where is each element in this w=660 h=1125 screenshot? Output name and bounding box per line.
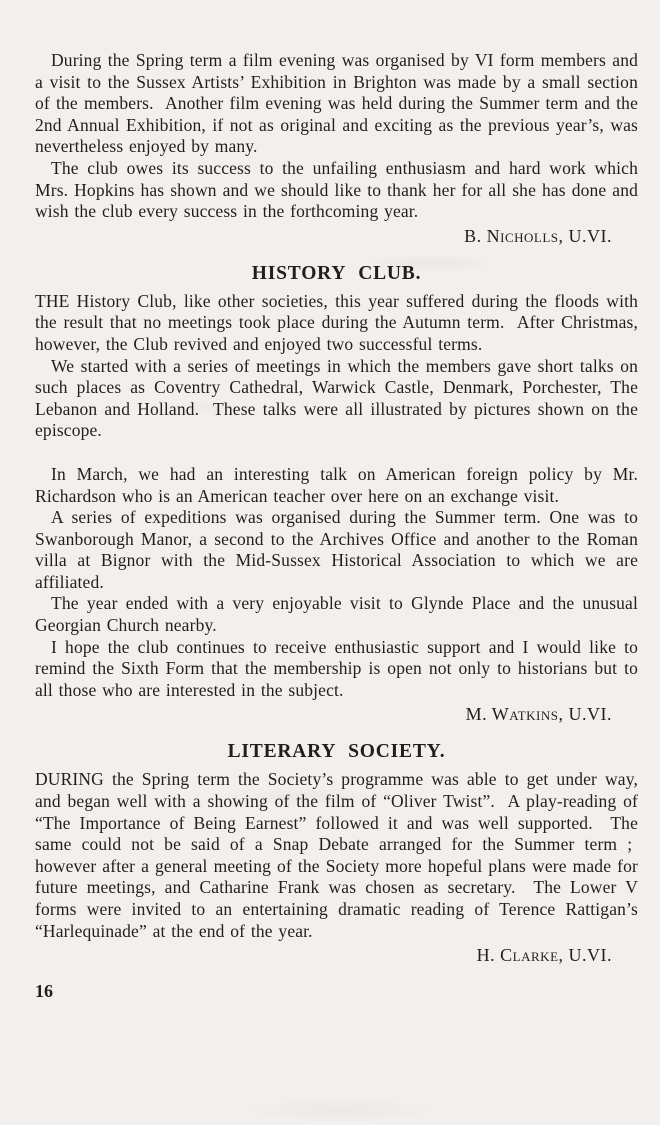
paragraph-history-club-talks: We started with a series of meetings in which the members gave short talks on such places as Coventry Cathedral, Warwick Castle, Denmark, Porchester, The Lebanon and Holland. These talks were all illustrated by pictures shown on the episcope.	[35, 355, 638, 441]
section-film-club-conclusion	[35, 50, 638, 247]
heading-literary-society: LITERARY SOCIETY.	[227, 741, 446, 763]
paragraph-club-thanks: The club owes its success to the unfailing enthusiasm and hard work which Mrs. Hopkins has shown and we should like to thank her for all she has done and wish the club every success in the forthcoming year.	[35, 157, 638, 222]
section-history-club	[35, 262, 638, 726]
paragraph-history-club-expeditions: A series of expeditions was organised during the Summer term. One was to Swanborough Manor, a second to the Archives Office and another to the Roman villa at Bignor with the Mid-Sussex Historical Association to which we are affiliated.	[35, 507, 638, 592]
paragraph-history-club-hope: I hope the club continues to receive enthusiastic support and I would like to remind the Sixth Form that the membership is open not only to historians but to all those who are interested in the subject.	[35, 636, 638, 700]
heading-history-club: HISTORY CLUB.	[251, 262, 422, 284]
paragraph-literary-society-report: DURING the Spring term the Society’s programme was able to get under way, and began well with a showing of the film of “Oliver Twist”. A play-reading of “The Importance of Being Earnest” followed it and was well supported. The same could not be said of a Snap Debate arranged for the Summer term ; however after a general meeting of the Society more hopeful plans were made for future meetings, and Catharine Frank was chosen as secretary. The Lower V forms were invited to an entertaining dramatic reading of Terence Rattigan’s “Harlequinade” at the end of the year.	[35, 769, 638, 941]
paragraph-history-club-year-end: The year ended with a very enjoyable visit to Glynde Place and the unusual Georgian Church nearby.	[35, 593, 638, 636]
paragraph-history-club-floods: THE History Club, like other societies, this year suffered during the floods with the result that no meetings took place during the Autumn term. After Christmas, however, the Club revived and enjoyed two successful terms.	[35, 290, 638, 354]
signature-m-watkins: M. Watkins, U.VI.	[465, 704, 612, 725]
page-number: 16	[35, 981, 53, 1002]
section-literary-society	[35, 740, 638, 966]
signature-h-clarke: H. Clarke, U.VI.	[476, 945, 612, 966]
signature-b-nicholls: B. Nicholls, U.VI.	[464, 225, 612, 246]
paragraph-film-evening: During the Spring term a film evening was organised by VI form members and a visit to the Sussex Artists’ Exhibition in Brighton was made by a small section of the members. Another film evening was held during the Summer term and the 2nd Annual Exhibition, if not as original and exciting as the previous year’s, was nevertheless enjoyed by many.	[35, 50, 638, 157]
paragraph-history-club-march-talk: In March, we had an interesting talk on American foreign policy by Mr. Richardson who is an American teacher over here on an exchange visit.	[35, 463, 638, 506]
